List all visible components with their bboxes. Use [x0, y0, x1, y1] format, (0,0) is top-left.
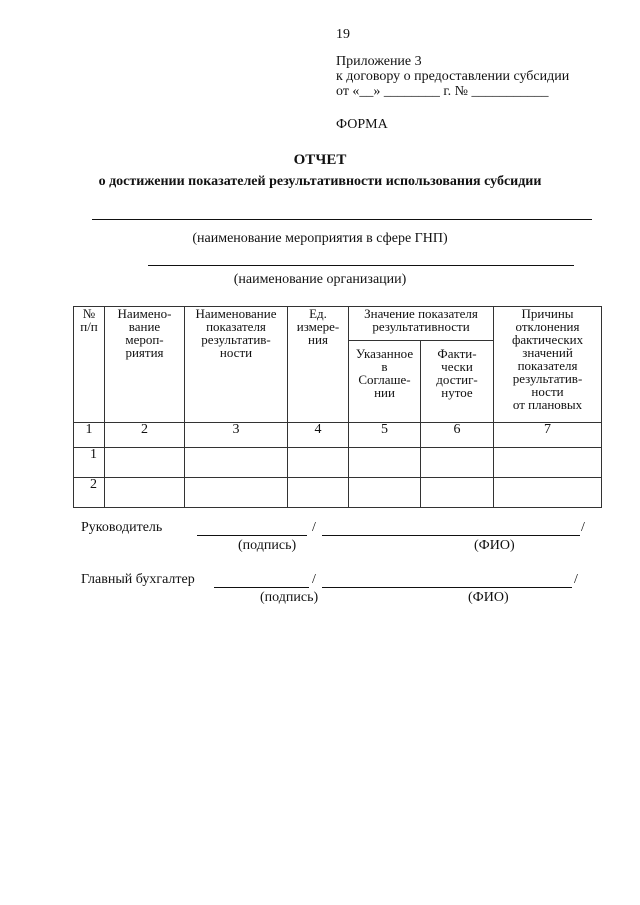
organization-name-caption: (наименование организации): [233, 272, 407, 287]
column-number: 4: [288, 423, 349, 448]
table-cell: [494, 478, 602, 508]
signature-separator: /: [574, 572, 578, 587]
appendix-line-2: к договору о предоставлении субсидии: [336, 69, 570, 84]
accountant-name-line: [322, 587, 572, 588]
organization-name-line: [148, 265, 574, 266]
row-number: 1: [74, 448, 105, 478]
table-cell: [185, 448, 288, 478]
table-cell: [349, 478, 421, 508]
header-event: Наимено- вание мероп- риятия: [105, 307, 185, 423]
table-cell: [421, 478, 494, 508]
table-cell: [288, 478, 349, 508]
table-cell: [105, 448, 185, 478]
header-value-group: Значение показателя результативности: [349, 307, 494, 341]
header-indicator: Наименование показателя результатив- ности: [185, 307, 288, 423]
signature-role-director: Руководитель: [81, 520, 163, 535]
form-label: ФОРМА: [336, 117, 388, 132]
column-number: 3: [185, 423, 288, 448]
signature-role-accountant: Главный бухгалтер: [81, 572, 195, 587]
row-number: 2: [74, 478, 105, 508]
table-header-row-1: [74, 307, 602, 341]
table-row: [74, 478, 602, 508]
header-unit: Ед. измере- ния: [288, 307, 349, 423]
signature-caption: (подпись): [260, 590, 319, 605]
page-number: 19: [336, 27, 350, 42]
table-cell: [105, 478, 185, 508]
header-actual: Факти- чески достиг- нутое: [421, 341, 494, 423]
accountant-signature-line: [214, 587, 309, 588]
appendix-line-3: от «__» ________ г. № ___________: [336, 84, 549, 99]
column-number-row: [74, 423, 602, 448]
table-cell: [421, 448, 494, 478]
table-cell: [288, 448, 349, 478]
signature-separator: /: [312, 572, 316, 587]
name-caption: (ФИО): [474, 538, 515, 553]
director-signature-line: [197, 535, 307, 536]
appendix-note: [336, 54, 569, 99]
header-planned: Указанное в Соглаше- нии: [349, 341, 421, 423]
table-cell: [349, 448, 421, 478]
table-cell: [494, 448, 602, 478]
header-reasons: Причины отклонения фактических значений показателя результатив- ности от плановых: [494, 307, 602, 423]
column-number: 5: [349, 423, 421, 448]
signature-caption: (подпись): [238, 538, 297, 553]
table-row: [74, 448, 602, 478]
table-cell: [185, 478, 288, 508]
column-number: 7: [494, 423, 602, 448]
signature-separator: /: [312, 520, 316, 535]
signature-separator: /: [581, 520, 585, 535]
event-name-caption: (наименование мероприятия в сфере ГНП): [192, 231, 448, 246]
director-name-line: [322, 535, 580, 536]
column-number: 6: [421, 423, 494, 448]
report-subtitle: о достижении показателей результативности использования субсидии: [98, 174, 542, 189]
column-number: 1: [74, 423, 105, 448]
name-caption: (ФИО): [468, 590, 509, 605]
report-title: ОТЧЕТ: [293, 152, 347, 168]
header-num: № п/п: [74, 307, 105, 423]
appendix-line-1: Приложение 3: [336, 54, 422, 69]
column-number: 2: [105, 423, 185, 448]
event-name-line: [92, 219, 592, 220]
report-table: [73, 306, 602, 508]
